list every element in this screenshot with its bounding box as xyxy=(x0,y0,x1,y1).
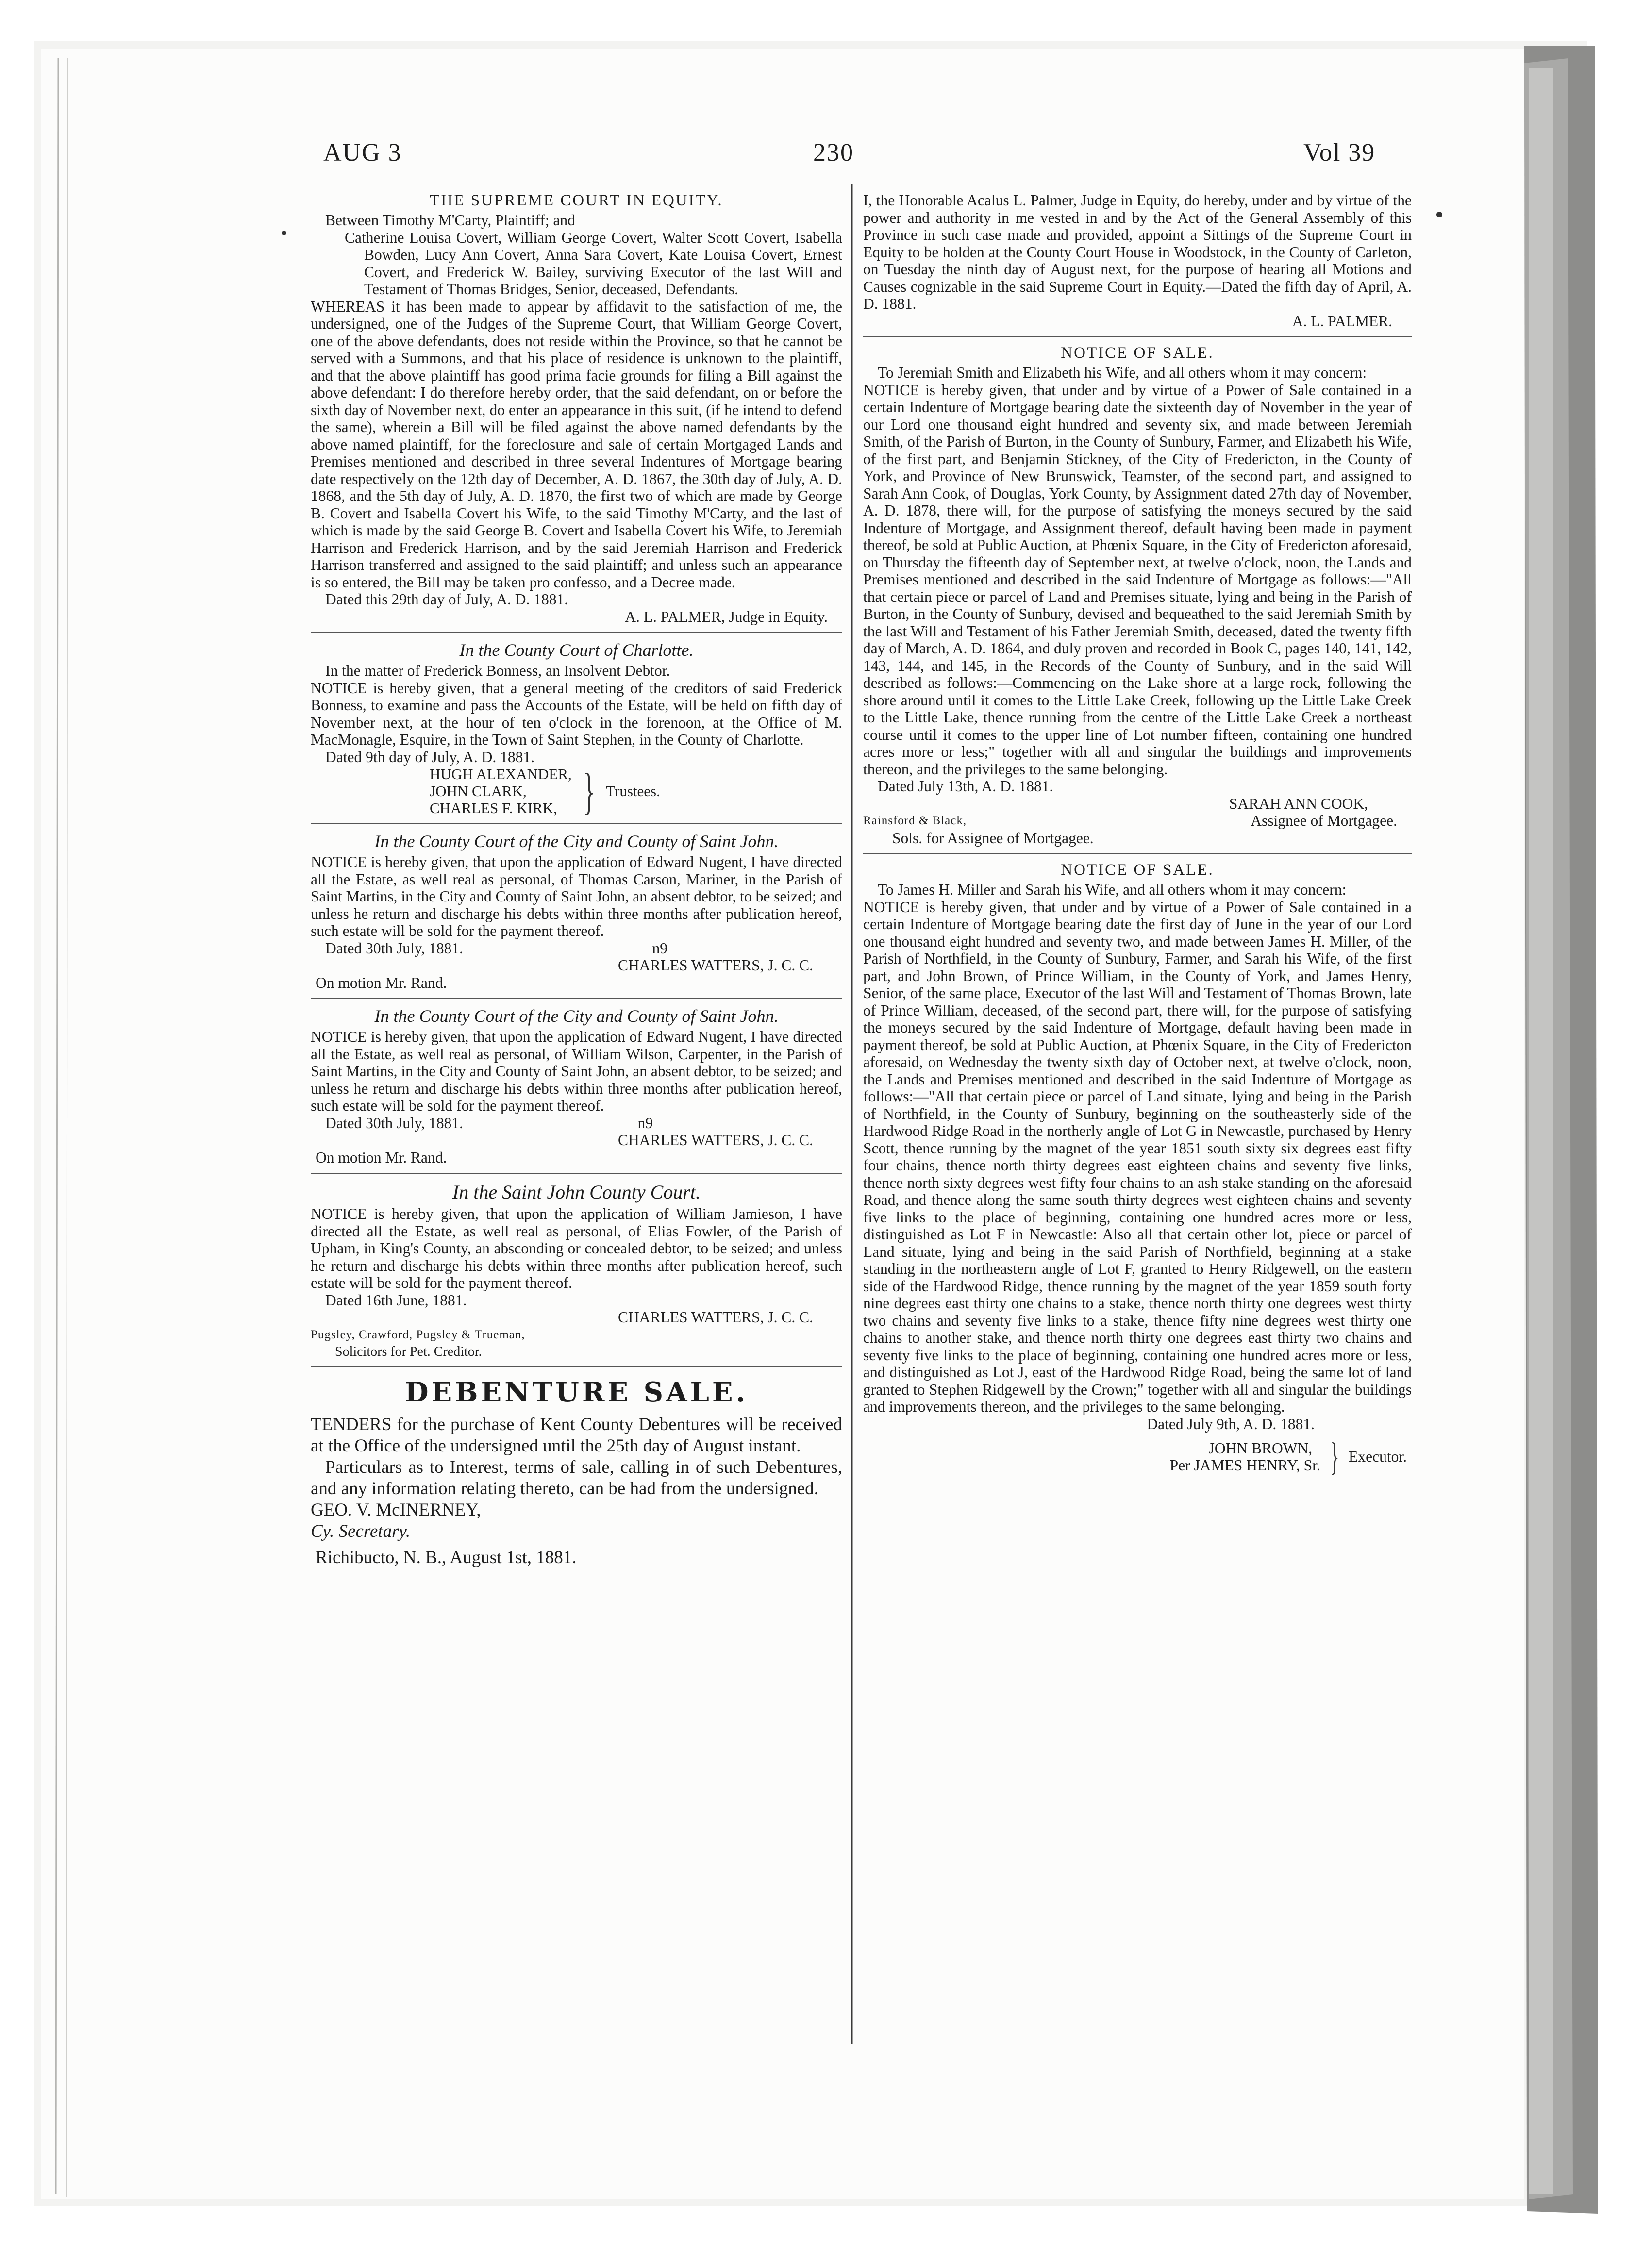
header-page-number: 230 xyxy=(813,139,854,167)
fowler-notice xyxy=(311,1181,842,1361)
sale-smith-assignee-title: Assignee of Mortgagee. xyxy=(1251,812,1397,829)
sale-smith-heading: NOTICE OF SALE. xyxy=(1061,344,1214,362)
sale-miller-notice xyxy=(863,861,1412,1481)
divider xyxy=(311,632,842,633)
fowler-solicitors: Pugsley, Crawford, Pugsley & Trueman, xyxy=(311,1328,525,1341)
executor-name: JOHN BROWN, xyxy=(1208,1439,1313,1457)
sittings-signature: A. L. PALMER. xyxy=(1292,312,1392,330)
supreme-court-plaintiff: Between Timothy M'Carty, Plaintiff; and xyxy=(325,212,575,229)
debenture-place-date: Richibucto, N. B., August 1st, 1881. xyxy=(316,1547,577,1568)
sale-miller-heading: NOTICE OF SALE. xyxy=(1061,861,1214,879)
sale-smith-assignee: SARAH ANN COOK, xyxy=(1229,795,1368,812)
fowler-signature: CHARLES WATTERS, J. C. C. xyxy=(618,1309,813,1326)
sale-smith-sol-row xyxy=(863,812,1412,830)
wilson-motion: On motion Mr. Rand. xyxy=(316,1149,447,1166)
trustees-block xyxy=(430,762,842,819)
carson-issue: n9 xyxy=(652,939,667,957)
sale-smith-body: NOTICE is hereby given, that under and by virtue of a Power of Sale contained in a certain Indenture of Mortgage bearing date the sixteenth day of November in the year of our Lord one thousand eight hundred and seventy six, and made between Jeremiah Smith, of the Parish of Burton, in the County of Sunbury, Farmer, and Elizabeth his Wife, of the first part, and Benjamin Stickney, of the City of Fredericton, in the County of York, and Province of New Brunswick, Teamster, of the second part, and assigned to Sarah Ann Cook, of Douglas, York County, by Assignment dated 27th day of November, A. D. 1878, there will, for the purpose of satisfying the moneys secured by the said Indenture of Mortgage, and Assignment thereof, default having been made in payment thereof, be sold at Public Auction, at Phœnix Square, in the City of Fredericton aforesaid, on Thursday the fifteenth day of September next, at twelve o'clock, noon, the Lands and Premises mentioned and described in the said Indenture of Mortgage as follows:—"All that certain piece or parcel of Land and Premises situate, lying and being in the Parish of Burton, in the County of Sunbury, devised and bequeathed to the said Jeremiah Smith by the last Will and Testament of his Father Jeremiah Smith, deceased, dated the twenty fifth day of March, A. D. 1864, and duly proven and recorded in Book C, pages 140, 141, 142, 143, 144, and 145, in the Records of the County of Sunbury, and in the said Will described as follows:—Commencing on the Lake shore at a large rock, following the shore around until it comes to the Little Lake Creek, following up the Little Lake Creek to the Little Lake, thence running from the centre of the Little Lake Creek a northeast course until it comes to the upper line of Lot number fifteen, containing one hundred acres more or less;" together with all and singular the buildings and improvements thereon, and the privileges to the same belonging. xyxy=(863,381,1412,778)
supreme-court-body: WHEREAS it has been made to appear by affidavit to the satisfaction of me, the undersigned, one of the Judges of the Supreme Court, that William George Covert, one of the above defendants, does not reside within the Province, so that he cannot be served with a Summons, and that his place of residence is unknown to the plaintiff, and that the above plaintiff has good prima facie grounds for filing a Bill against the above defendant: I do therefore hereby order, that the said defendant, on or before the sixth day of November next, do enter an appearance in this suit, (if he intend to defend the same), wherein a Bill will be filed against the above named defendants by the above named plaintiff, for the foreclosure and sale of certain Mortgaged Lands and Premises mentioned and described in three several Indentures of Mortgage bearing date respectively on the 12th day of December, A. D. 1867, the 30th day of July, A. D. 1868, and the 5th day of July, A. D. 1870, the first two of which are made by George B. Covert and Isabella Covert his Wife, to the said Timothy M'Carty, and the last of which is made by the said George B. Covert and Isabella Covert his Wife, to Jeremiah Harrison and Frederick Harrison, and by the said Jeremiah Harrison and Frederick Harrison transferred and assigned to the said plaintiff; and unless such an appearance is so entered, the Bill may be taken pro confesso, and a Decree made. xyxy=(311,298,842,591)
wilson-issue: n9 xyxy=(637,1114,653,1132)
fowler-body: NOTICE is hereby given, that upon the application of William Jamieson, I have directed all the Estate, as well real as personal, of Elias Fowler, of the Parish of Upham, in King's County, an absconding or concealed debtor, to be seized; and unless he return and discharge his debts within three months after publication hereof, such estate will be sold for the payment thereof. xyxy=(311,1205,842,1291)
charlotte-matter: In the matter of Frederick Bonness, an Insolvent Debtor. xyxy=(325,662,670,679)
divider xyxy=(311,1173,842,1174)
wilson-dated-row xyxy=(311,1115,842,1132)
divider xyxy=(863,853,1412,854)
fowler-solicitors-role: Solicitors for Pet. Creditor. xyxy=(335,1344,482,1359)
sittings-body: I, the Honorable Acalus L. Palmer, Judge in Equity, do hereby, under and by virtue of the power and authority in me vested in and by the Act of the General Assembly of this Province in such case made and provided, appoint a Sittings of the Supreme Court in Equity to be holden at the County Court House in Woodstock, in the County of Carleton, on Tuesday the ninth day of August next, for the purpose of hearing all Motions and Causes cognizable in the said Supreme Court in Equity.—Dated the fifth day of April, A. D. 1881. xyxy=(863,192,1412,312)
trustee-name: CHARLES F. KIRK, xyxy=(430,800,557,817)
divider xyxy=(311,823,842,824)
debenture-title: Cy. Secretary. xyxy=(311,1521,411,1541)
wilson-body: NOTICE is hereby given, that upon the application of Edward Nugent, I have directed all the Estate, as well real as personal, of William Wilson, Carpenter, in the Parish of Saint Martins, in the City and County of Saint John, an absent debtor, to be seized; and unless he return and discharge his debts within three months after publication hereof, such estate will be sold for the payment thereof. xyxy=(311,1028,842,1114)
wilson-heading: In the County Court of the City and County of Saint John. xyxy=(374,1006,779,1026)
supreme-court-defendants: Catherine Louisa Covert, William George Covert, Walter Scott Covert, Isabella Bowden, Lucy Ann Covert, Anna Sara Covert, Kate Louisa Covert, Ernest Covert, and Frederick W. Bailey, surviving Executor of the last Will and Testament of Thomas Bridges, Senior, deceased, Defendants. xyxy=(345,229,842,298)
divider xyxy=(311,1366,842,1367)
carson-dated-row xyxy=(311,940,842,957)
carson-heading: In the County Court of the City and County of Saint John. xyxy=(374,832,779,851)
divider xyxy=(863,336,1412,337)
charlotte-notice xyxy=(311,640,842,817)
charlotte-dated: Dated 9th day of July, A. D. 1881. xyxy=(325,748,535,766)
carson-signature: CHARLES WATTERS, J. C. C. xyxy=(618,957,813,974)
trustee-name: JOHN CLARK, xyxy=(430,783,527,800)
sale-smith-dated: Dated July 13th, A. D. 1881. xyxy=(878,778,1053,795)
debenture-signature: GEO. V. McINERNEY, xyxy=(311,1500,481,1520)
brace: } xyxy=(583,762,595,819)
sale-miller-to: To James H. Miller and Sarah his Wife, and all others whom it may concern: xyxy=(878,881,1347,898)
carson-motion: On motion Mr. Rand. xyxy=(316,974,447,991)
wilson-notice xyxy=(311,1006,842,1166)
executor-agent: Per JAMES HENRY, Sr. xyxy=(1169,1457,1320,1474)
executor-block xyxy=(863,1433,1412,1481)
supreme-court-heading: THE SUPREME COURT IN EQUITY. xyxy=(430,192,723,209)
right-column xyxy=(863,192,1412,1481)
trustee-name: HUGH ALEXANDER, xyxy=(430,766,572,783)
debenture-body-2: Particulars as to Interest, terms of sale, calling in of such Debentures, and any information relating thereto, can be had from the undersigned. xyxy=(311,1457,842,1499)
brace: } xyxy=(1330,1435,1339,1478)
left-column xyxy=(311,192,842,1568)
carson-notice xyxy=(311,831,842,991)
sale-smith-solicitors: Rainsford & Black, xyxy=(863,814,967,827)
carson-body: NOTICE is hereby given, that upon the application of Edward Nugent, I have directed all the Estate, as well real as personal, of Thomas Carson, Mariner, in the Parish of Saint Martins, in the City and County of Saint John, an absent debtor, to be seized; and unless he return and discharge his debts within three months after publication hereof, such estate will be sold for the payment thereof. xyxy=(311,853,842,939)
supreme-court-dated: Dated this 29th day of July, A. D. 1881. xyxy=(325,591,568,608)
debenture-heading: DEBENTURE SALE. xyxy=(404,1376,749,1408)
trustees-label: Trustees. xyxy=(606,783,660,800)
fowler-dated: Dated 16th June, 1881. xyxy=(325,1291,467,1309)
supreme-court-notice xyxy=(311,192,842,625)
charlotte-body: NOTICE is hereby given, that a general meeting of the creditors of said Frederick Bonness, to examine and pass the Accounts of the Estate, will be held on fifth day of November next, at the hour of ten o'clock in the forenoon, at the Office of M. MacMonagle, Esquire, in the Town of Saint Stephen, in the County of Charlotte. xyxy=(311,679,842,748)
sale-miller-body: NOTICE is hereby given, that under and by virtue of a Power of Sale contained in a certain Indenture of Mortgage bearing date the first day of June in the year of our Lord one thousand eight hundred and seventy two, and made between James H. Miller, of the Parish of Northfield, in the County of Sunbury, Farmer, and Sarah his Wife, of the first part, and John Brown, of Prince William, in the County of York, and James Henry, Senior, of the same place, Executor of the last Will and Testament of Thomas Brown, late of Prince William, deceased, of the second part, there will, for the purpose of satisfying the moneys secured by the said Indenture of Mortgage, default having been made in payment thereof, be sold at Public Auction, at Phœnix Square, in the City of Fredericton aforesaid, on Wednesday the twenty sixth day of October next, at twelve o'clock, noon, the Lands and Premises mentioned and described in the said Indenture of Mortgage as follows:—"All that certain piece or parcel of Land situate, lying and being in the Parish of Northfield, in the County of Sunbury, beginning on the southeasterly side of the Hardwood Ridge Road in the northerly angle of Lot G in Newcastle, purchased by Henry Scott, thence running by the magnet of the year 1851 south sixty six degrees east fifty four chains, thence north thirty degrees east eighteen chains and seventy five links, thence north sixty degrees west fifty four chains to an ash stake standing on the aforesaid Road, and thence along the same south thirty degrees west eighteen chains and seventy five links to the place of beginning, containing one hundred acres more or less, distinguished as Lot F in Newcastle: Also all that certain other lot, piece or parcel of Land situate, lying and being in the said Parish of Northfield, beginning at a stake standing in the northeastern angle of Lot F, granted to Henry Ridgewell, on the eastern side of the Hardwood Ridge, thence running by the magnet of the year 1859 south forty nine degrees east thirty one chains to a stake, thence north thirty one degrees west thirty two chains and seventy five links to a stake, thence fifty nine degrees west thirty one chains to another stake, and thence north thirty one degrees east thirty two chains and seventy five links to the place of beginning, containing one hundred acres more or less, and distinguished as Lot J, east of the Hardwood Ridge Road, being the same lot of land granted to Stephen Ridgewell by the Crown;" together with all and singular the buildings and improvements thereon, and the privileges to the same belonging. xyxy=(863,898,1412,1415)
debenture-notice xyxy=(311,1376,842,1568)
executor-label: Executor. xyxy=(1349,1448,1407,1466)
divider xyxy=(311,998,842,999)
header-volume: Vol 39 xyxy=(1303,139,1376,167)
debenture-body-1: TENDERS for the purchase of Kent County Debentures will be received at the Office of the undersigned until the 25th day of August instant. xyxy=(311,1414,842,1456)
sale-miller-dated: Dated July 9th, A. D. 1881. xyxy=(1147,1415,1315,1433)
wilson-signature: CHARLES WATTERS, J. C. C. xyxy=(618,1132,813,1149)
sale-smith-notice xyxy=(863,344,1412,847)
supreme-court-signature: A. L. PALMER, Judge in Equity. xyxy=(625,608,828,625)
charlotte-heading: In the County Court of Charlotte. xyxy=(459,640,694,660)
wilson-dated: Dated 30th July, 1881. xyxy=(325,1114,464,1132)
fowler-heading: In the Saint John County Court. xyxy=(452,1181,701,1203)
header-date: AUG 3 xyxy=(323,139,402,167)
sale-smith-to: To Jeremiah Smith and Elizabeth his Wife, and all others whom it may concern: xyxy=(878,364,1367,381)
carson-dated: Dated 30th July, 1881. xyxy=(325,939,464,957)
sale-smith-solicitors-role: Sols. for Assignee of Mortgagee. xyxy=(892,829,1094,847)
sittings-notice xyxy=(863,192,1412,330)
